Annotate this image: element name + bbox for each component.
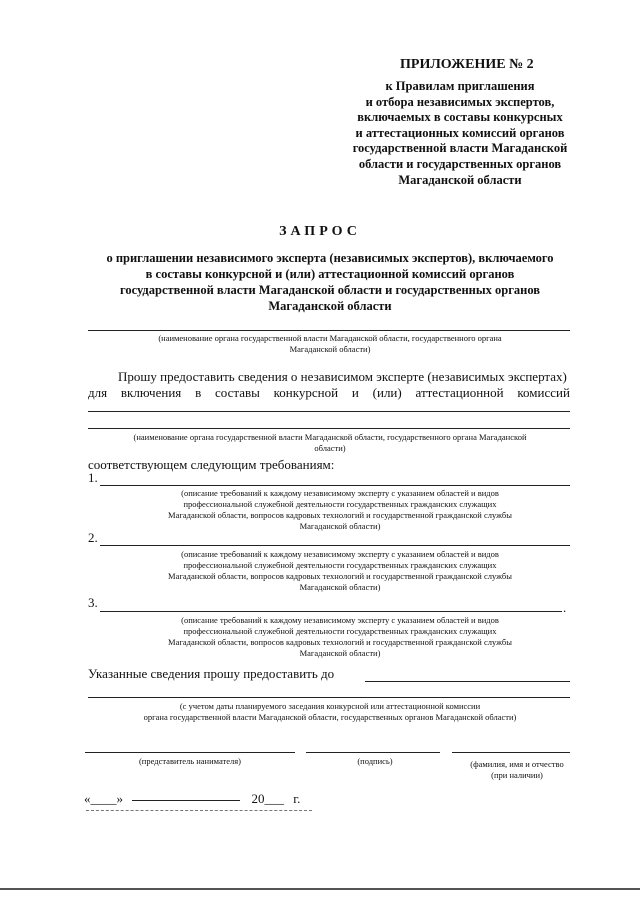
caption-line: Магаданской области) (299, 648, 381, 658)
date-underline (86, 810, 312, 811)
caption-line: Магаданской области, вопросов кадровых технологий и государственной гражданской службы (168, 637, 512, 647)
signature-field[interactable] (306, 752, 440, 753)
requirement-number: 3. (88, 595, 98, 610)
scan-edge-line (0, 888, 640, 890)
organ-name-caption (90, 333, 570, 355)
caption-line: Магаданской области) (299, 582, 381, 592)
organ-name-field-2b[interactable] (88, 428, 570, 429)
appendix-line: государственной власти Магаданской (352, 141, 568, 156)
body-word: аттестационной (415, 385, 504, 400)
deadline-field-2[interactable] (88, 697, 570, 698)
requirement-caption-1 (110, 488, 570, 532)
body-word: и (351, 385, 359, 400)
body-word: (или) (372, 385, 402, 400)
caption-line: Магаданской области, вопросов кадровых технологий и государственной гражданской службы (168, 510, 512, 520)
caption-line: профессиональной служебной деятельности государственных гражданских служащих (183, 626, 497, 636)
date-year-blank[interactable]: ___ (264, 791, 284, 806)
caption-line: (наименование органа государственной власти Магаданской области, государственного органа (158, 333, 502, 343)
requirement-field-3[interactable] (100, 611, 562, 612)
request-subtitle-line: государственной власти Магаданской области и государственных органов (119, 283, 541, 297)
deadline-label: Указанные сведения прошу предоставить до (88, 666, 335, 681)
requirement-field-1[interactable] (100, 485, 570, 486)
trailing-period: . (563, 600, 567, 615)
caption-line: (наименование органа государственной власти Магаданской области, государственного органа Магаданской (133, 432, 527, 442)
caption-line: Магаданской области) (289, 344, 371, 354)
requirement-caption-3 (110, 615, 570, 659)
organ-name-field[interactable] (88, 330, 570, 331)
representative-caption: (представитель нанимателя) (138, 756, 242, 766)
date-suffix: г. (293, 791, 301, 806)
deadline-caption (85, 701, 575, 723)
appendix-subtitle (330, 79, 590, 188)
signature-caption: (подпись) (357, 756, 393, 766)
requirements-intro: соответствующем следующим требованиям: (88, 457, 335, 472)
request-subtitle-line: в составы конкурсной и (или) аттестационной комиссий органов (145, 267, 515, 281)
caption-line: профессиональной служебной деятельности государственных гражданских служащих (183, 560, 497, 570)
body-word: для (88, 385, 108, 400)
date-open-quote: « (84, 791, 91, 806)
body-line-2 (88, 385, 570, 401)
request-subtitle-line: Магаданской области (268, 299, 392, 313)
request-title: ЗАПРОС (279, 224, 361, 239)
caption-line: (описание требований к каждому независимому эксперту с указанием областей и видов (181, 488, 499, 498)
organ-name-caption-2 (85, 432, 575, 454)
body-word: включения (120, 385, 182, 400)
requirement-number: 1. (88, 470, 98, 485)
deadline-field[interactable] (365, 681, 570, 682)
caption-line: Магаданской области, вопросов кадровых технологий и государственной гражданской службы (168, 571, 512, 581)
fullname-caption (452, 759, 582, 781)
organ-name-field-2a[interactable] (88, 411, 570, 412)
fullname-field[interactable] (452, 752, 570, 753)
caption-line: органа государственной власти Магаданской области, государственных органов Магаданской области) (143, 712, 517, 722)
date-day-blank[interactable]: ____ (90, 791, 117, 806)
representative-field[interactable] (85, 752, 295, 753)
appendix-line: и аттестационных комиссий органов (355, 125, 565, 140)
caption-line: (описание требований к каждому независимому эксперту с указанием областей и видов (181, 615, 499, 625)
date-close-quote: » (116, 791, 123, 806)
date-line[interactable] (84, 791, 300, 807)
appendix-title: ПРИЛОЖЕНИЕ № 2 (400, 57, 534, 72)
body-line-1: Прошу предоставить сведения о независимом эксперте (независимых экспертах) (118, 369, 567, 384)
caption-line: профессиональной служебной деятельности государственных гражданских служащих (183, 499, 497, 509)
body-word: в (195, 385, 202, 400)
appendix-line: Магаданской области (398, 172, 522, 187)
request-subtitle-line: о приглашении независимого эксперта (независимых экспертов), включаемого (106, 251, 554, 265)
caption-line: Магаданской области) (299, 521, 381, 531)
caption-line: (фамилия, имя и отчество (470, 759, 564, 769)
appendix-line: включаемых в составы конкурсных (357, 110, 563, 125)
caption-line: (при наличии) (491, 770, 543, 780)
requirement-caption-2 (110, 549, 570, 593)
appendix-line: области и государственных органов (358, 156, 562, 171)
requirement-field-2[interactable] (100, 545, 570, 546)
body-word: комиссий (517, 385, 570, 400)
appendix-line: и отбора независимых экспертов, (365, 94, 555, 109)
caption-line: области) (314, 443, 346, 453)
caption-line: (описание требований к каждому независимому эксперту с указанием областей и видов (181, 549, 499, 559)
body-word: составы (215, 385, 260, 400)
body-word: конкурсной (273, 385, 339, 400)
date-month-field[interactable] (132, 800, 240, 801)
caption-line: (с учетом даты планируемого заседания конкурсной или аттестационной комиссии (179, 701, 481, 711)
requirement-number: 2. (88, 530, 98, 545)
appendix-line: к Правилам приглашения (385, 79, 535, 93)
request-subtitle (80, 250, 580, 314)
date-year-prefix: 20 (251, 791, 265, 806)
